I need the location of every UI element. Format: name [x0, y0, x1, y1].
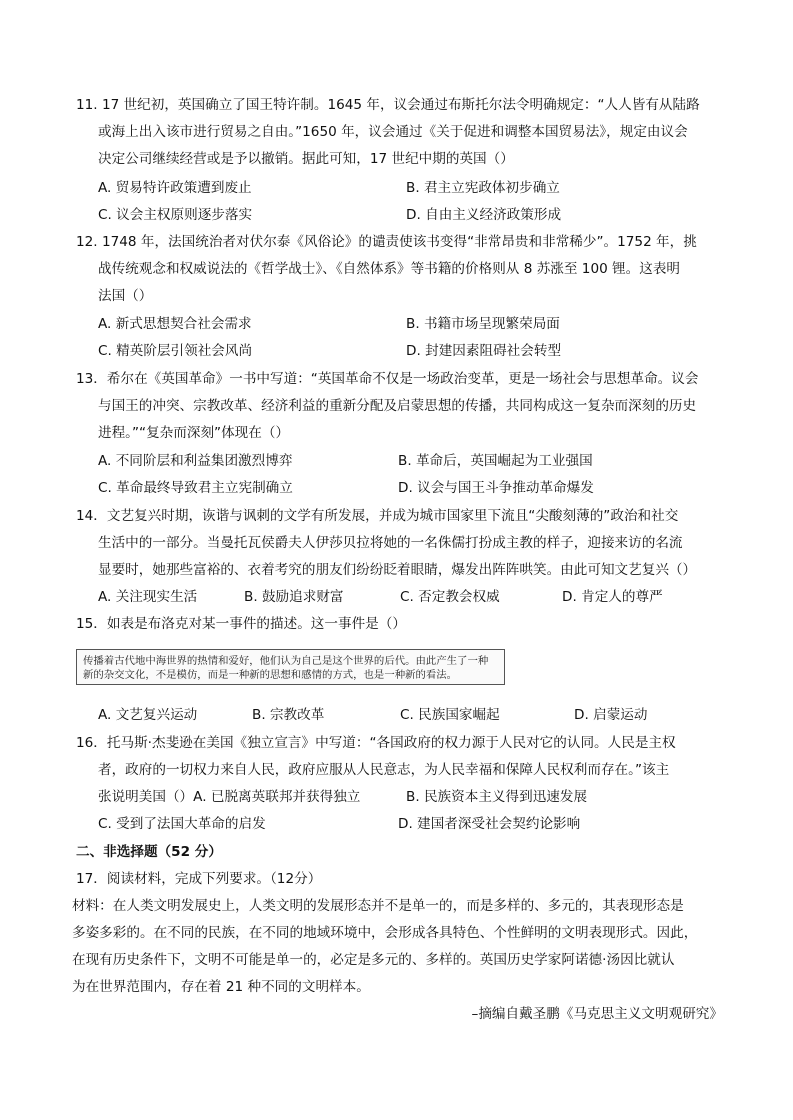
q14-line-2: 生活中的一部分。当曼托瓦侯爵夫人伊莎贝拉将她的一名侏儒打扮成主教的样子，迎接来访的名流: [98, 535, 683, 551]
q11-option-c: C. 议会主权原则逐步落实: [98, 207, 253, 223]
q14-option-b: B. 鼓励追求财富: [244, 589, 344, 605]
q11-line-1: 11. 17 世纪初，英国确立了国王特许制。1645 年，议会通过布斯托尔法令明确规定：“人人皆有从陆路: [76, 97, 700, 113]
q15-quote-table: [76, 649, 505, 685]
q16-option-c: C. 受到了法国大革命的启发: [98, 816, 266, 832]
q15-option-b: B. 宗教改革: [252, 707, 325, 723]
q16-line-3: 张说明美国（）A. 已脱离英联邦并获得独立: [98, 789, 361, 805]
q12-option-d: D. 封建因素阻碍社会转型: [406, 343, 562, 359]
q11-option-b: B. 君主立宪政体初步确立: [406, 180, 560, 196]
q13-line-3: 进程。”“复杂而深刻”体现在（）: [98, 425, 290, 441]
q15-option-c: C. 民族国家崛起: [400, 707, 500, 723]
q14-line-3: 显要时，她那些富裕的、衣着考究的朋友们纷纷眨着眼睛，爆发出阵阵哄笑。由此可知文艺复兴（）: [98, 562, 697, 578]
q11-line-3: 决定公司继续经营或是予以撤销。据此可知，17 世纪中期的英国（）: [98, 151, 514, 167]
q17-material-line-1: 材料：在人类文明发展史上，人类文明的发展形态并不是单一的，而是多样的、多元的，其表现形态是: [72, 898, 684, 914]
q12-line-1: 12. 1748 年，法国统治者对伏尔泰《风俗论》的谴责使该书变得“非常昂贵和非常稀少”。1752 年，挑: [76, 234, 697, 250]
q17-material-line-4: 为在世界范围内，存在着 21 种不同的文明样本。: [72, 979, 370, 995]
q12-line-2: 战传统观念和权威说法的《哲学战士》、《自然体系》等书籍的价格则从 8 苏涨至 100 锂。这表明: [98, 261, 681, 277]
q16-line-1: 16．托马斯·杰斐逊在美国《独立宣言》中写道：“各国政府的权力源于人民对它的认同。人民是主权: [76, 735, 676, 751]
q14-option-d: D. 肯定人的尊严: [562, 589, 663, 605]
q11-option-a: A. 贸易特许政策遭到废止: [98, 180, 252, 196]
q16-line-2: 者，政府的一切权力来自人民，政府应服从人民意志，为人民幸福和保障人民权利而存在。”该主: [98, 762, 670, 778]
q17-title: 17．阅读材料，完成下列要求。（12分）: [76, 871, 322, 887]
q12-option-a: A. 新式思想契合社会需求: [98, 316, 252, 332]
q13-option-c: C. 革命最终导致君主立宪制确立: [98, 480, 293, 496]
q11-option-d: D. 自由主义经济政策形成: [406, 207, 562, 223]
q12-line-3: 法国（）: [98, 288, 153, 304]
q12-option-c: C. 精英阶层引领社会风尚: [98, 343, 253, 359]
q17-material-line-3: 在现有历史条件下，文明不可能是单一的，必定是多元的、多样的。英国历史学家阿诺德·汤因比就认: [72, 952, 675, 968]
q13-option-a: A. 不同阶层和利益集团激烈博弈: [98, 453, 293, 469]
q17-material-line-2: 多姿多彩的。在不同的民族，在不同的地域环境中，会形成各具特色、个性鲜明的文明表现形式。因此，: [72, 925, 698, 941]
q13-option-d: D. 议会与国王斗争推动革命爆发: [398, 480, 594, 496]
q11-line-2: 或海上出入该市进行贸易之自由。”1650 年，议会通过《关于促进和调整本国贸易法》，规定由议会: [98, 124, 688, 140]
q14-line-1: 14．文艺复兴时期，诙谐与讽刺的文学有所发展，并成为城市国家里下流且“尖酸刻薄的”政治和社交: [76, 508, 679, 524]
section-2-heading: 二、非选择题（52 分）: [76, 844, 222, 860]
q13-line-2: 与国王的冲突、宗教改革、经济利益的重新分配及启蒙思想的传播，共同构成这一复杂而深刻的历史: [98, 398, 697, 414]
q14-option-c: C. 否定教会权威: [400, 589, 500, 605]
q15-option-d: D. 启蒙运动: [574, 707, 648, 723]
q15-quote-line-1: 传播着古代地中海世界的热情和爱好，他们认为自己是这个世界的后代。由此产生了一种: [83, 655, 489, 667]
q15-option-a: A. 文艺复兴运动: [98, 707, 198, 723]
q16-option-b: B. 民族资本主义得到迅速发展: [406, 789, 588, 805]
q16-option-d: D. 建国者深受社会契约论影响: [398, 816, 581, 832]
q17-source: –摘编自戴圣鹏《马克思主义文明观研究》: [471, 1006, 723, 1022]
q14-option-a: A. 关注现实生活: [98, 589, 198, 605]
q13-option-b: B. 革命后，英国崛起为工业强国: [398, 453, 593, 469]
q13-line-1: 13．希尔在《英国革命》一书中写道：“英国革命不仅是一场政治变革，更是一场社会与思想革命。议会: [76, 371, 699, 387]
q12-option-b: B. 书籍市场呈现繁荣局面: [406, 316, 560, 332]
q15-line-1: 15．如表是布洛克对某一事件的描述。这一事件是（）: [76, 616, 406, 632]
q15-quote-line-2: 新的杂交文化，不是模仿，而是一种新的思想和感情的方式，也是一种新的看法。: [83, 669, 458, 681]
